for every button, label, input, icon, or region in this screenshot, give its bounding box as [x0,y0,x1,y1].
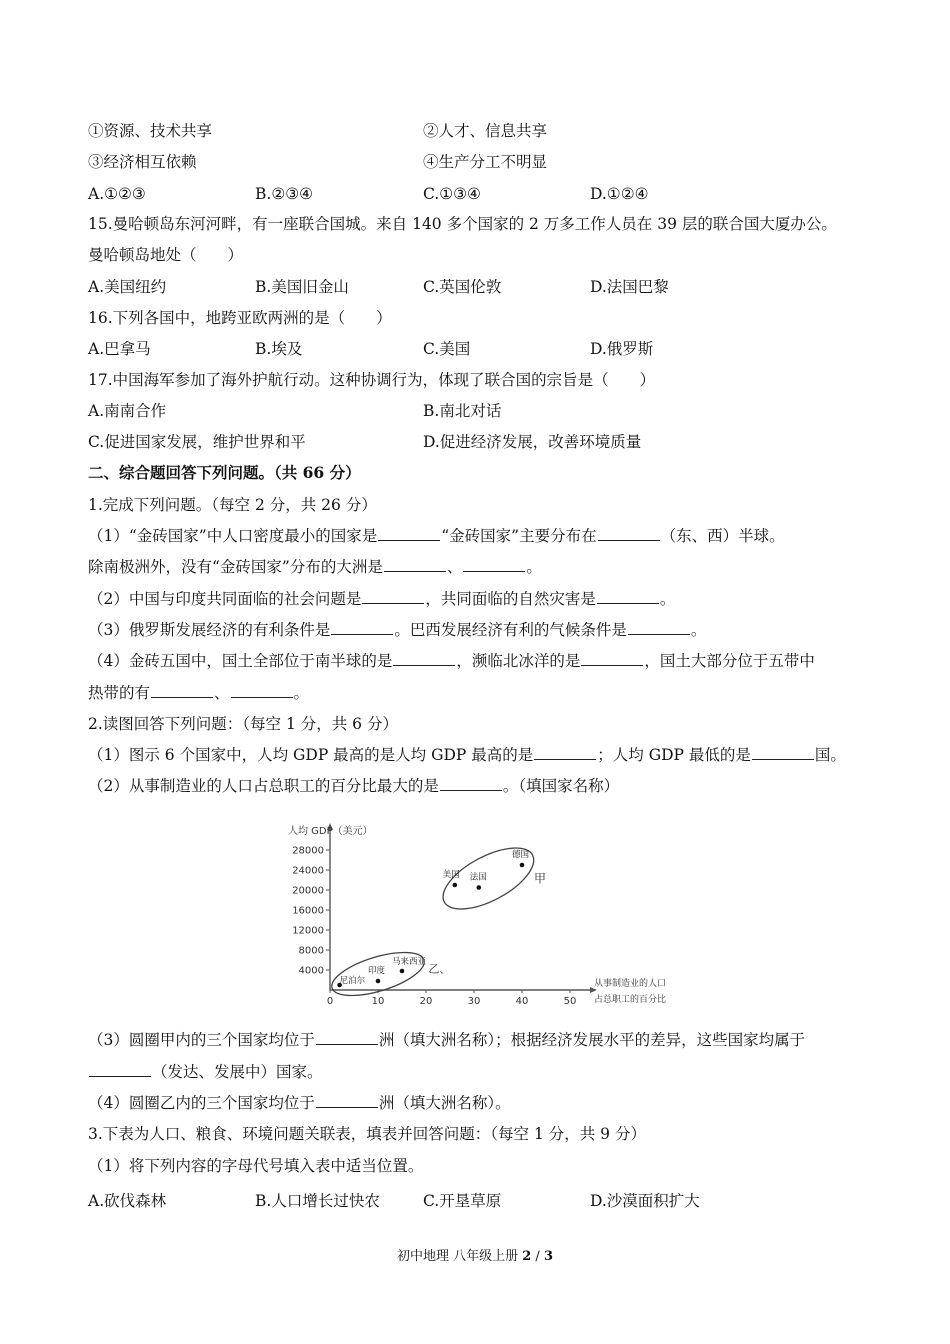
x-axis-label-line1: 从事制造业的人口 [594,979,667,989]
answer-blank[interactable] [384,557,446,572]
s3-choice-a: A.砍伐森林 [88,1192,167,1210]
answer-blank[interactable] [534,745,596,760]
s2-q4-text-a: （4）圆圈乙内的三个国家均位于 [88,1094,315,1112]
s2-q1-line [88,745,846,765]
s3-q1-line: （1）将下列内容的字母代号填入表中适当位置。 [88,1157,424,1175]
s1-q3-text-c: 。 [690,621,707,639]
y-tick-label: 20000 [292,885,324,897]
y-tick-label: 12000 [292,925,324,937]
data-point-label: 马来西亚 [392,957,427,967]
data-point-label: 美国 [442,870,460,880]
q14-option-4: ④生产分工不明显 [423,153,548,171]
s1-q4-text-b: ，濒临北冰洋的是 [456,652,581,670]
q14-choice-d: D.①②④ [590,185,649,203]
x-tick-label: 40 [515,996,529,1007]
answer-blank[interactable] [597,589,659,604]
answer-blank[interactable] [598,526,660,541]
answer-blank[interactable] [316,1030,378,1045]
s1-q3-text-b: 。巴西发展经济有利的气候条件是 [394,621,627,639]
q14-choice-a: A.①②③ [88,185,146,203]
s1-q1-text-d: 除南极洲外，没有“金砖国家”分布的大洲是 [88,558,383,576]
s1-q4-text-c: ，国土大部分位于五带中 [644,652,815,670]
s2-q2-line [88,776,619,796]
answer-blank[interactable] [362,589,424,604]
footer-page-number: 2 [522,1249,532,1264]
data-point-label: 尼泊尔 [339,976,366,986]
s1-q4-text-f: 。 [293,684,310,702]
s1-q1-text-b: “金砖国家”主要分布在 [441,527,597,545]
q16-choice-a: A.巴拿马 [88,340,151,358]
s2-title: 2.读图回答下列问题：（每空 1 分，共 6 分） [88,715,398,733]
y-axis-label: 人均 GDP（美元） [288,826,373,837]
answer-blank[interactable] [581,651,643,666]
s1-q2-text-c: 。 [659,590,676,608]
answer-blank[interactable] [752,745,814,760]
s2-q3-text-b: 洲（填大洲名称）；根据经济发展水平的差异，这些国家均属于 [378,1031,806,1049]
q17-choice-c: C.促进国家发展，维护世界和平 [88,433,306,451]
data-point [477,885,482,890]
s1-q1-text-c: （东、西）半球。 [660,527,785,545]
answer-blank[interactable] [440,776,502,791]
s2-q2-text-b: 。（填国家名称） [502,777,620,795]
x-tick-label: 0 [326,996,334,1007]
s3-title: 3.下表为人口、粮食、环境问题关联表，填表并回答问题：（每空 1 分，共 9 分） [88,1125,646,1143]
group-jia-label: 甲 [534,871,547,886]
answer-blank[interactable] [331,620,393,635]
s1-q1-text-f: 。 [526,558,542,576]
answer-blank[interactable] [628,620,690,635]
q14-choice-b: B.②③④ [255,185,314,203]
answer-blank[interactable] [89,1062,151,1077]
s1-q1-line2 [88,557,542,577]
s1-q3-text-a: （3）俄罗斯发展经济的有利条件是 [88,621,331,639]
data-point-label: 德国 [512,850,530,860]
q16-choice-c: C.美国 [423,340,471,358]
x-tick-label: 10 [371,996,385,1007]
data-point [376,979,381,984]
s2-q3-text-a: （3）圆圈甲内的三个国家均位于 [88,1031,315,1049]
y-tick-label: 28000 [292,845,324,857]
data-point [520,863,525,868]
y-tick-label: 24000 [292,865,324,877]
s3-choice-c: C.开垦草原 [423,1192,502,1210]
s3-choice-d: D.沙漠面积扩大 [590,1192,700,1210]
x-tick-label: 20 [419,996,433,1007]
s1-q2-text-a: （2）中国与印度共同面临的社会问题是 [88,590,362,608]
q15-choice-b: B.美国旧金山 [255,278,349,296]
s2-q4-text-b: 洲（填大洲名称）。 [378,1094,511,1112]
q17-choice-b: B.南北对话 [423,402,502,420]
y-tick-label: 8000 [298,945,324,957]
page-footer [0,1248,950,1266]
q16-choice-b: B.埃及 [255,340,303,358]
s1-q1-line1 [88,526,785,546]
s2-q1-text-b: ；人均 GDP 最低的是 [597,746,751,764]
s3-choice-b: B.人口增长过快农 [255,1192,380,1210]
data-point-label: 印度 [368,966,386,976]
q16-choice-d: D.俄罗斯 [590,340,654,358]
q17-stem: 17.中国海军参加了海外护航行动。这种协调行为，体现了联合国的宗旨是（ ） [88,371,656,389]
answer-blank[interactable] [463,557,525,572]
s1-q4-line1 [88,651,815,671]
q14-option-3: ③经济相互依赖 [88,153,197,171]
s2-q3-text-c: （发达、发展中）国家。 [152,1063,323,1081]
q16-stem: 16.下列各国中，地跨亚欧两洲的是（ ） [88,309,392,327]
s1-q1-text-a: （1）“金砖国家”中人口密度最小的国家是 [88,527,378,545]
q15-stem-line2: 曼哈顿岛地处（ ） [88,246,244,264]
q15-choice-c: C.英国伦敦 [423,278,502,296]
y-tick-label: 16000 [292,905,324,917]
data-point-label: 法国 [469,872,487,883]
q15-stem-line1: 15.曼哈顿岛东河河畔，有一座联合国城。来自 140 多个国家的 2 万多工作人员在 39 层的联合国大厦办公。 [88,215,837,233]
s2-q1-text-a: （1）图示 6 个国家中，人均 GDP 最高的是人均 GDP 最高的是 [88,746,534,764]
y-tick-label: 4000 [298,965,324,977]
s2-q3-line2 [88,1062,323,1082]
s1-q4-line2 [88,683,309,703]
q15-choice-d: D.法国巴黎 [590,278,669,296]
group-yi-label: 乙、 [428,962,451,976]
x-tick-label: 50 [563,996,577,1007]
x-axis-label-line2: 占总职工的百分比 [594,995,667,1005]
answer-blank[interactable] [231,683,293,698]
q17-choice-d: D.促进经济发展，改善环境质量 [423,433,642,451]
s2-q2-text-a: （2）从事制造业的人口占总职工的百分比最大的是 [88,777,439,795]
s2-q1-text-c: 国。 [814,746,846,764]
s1-title: 1.完成下列问题。（每空 2 分，共 26 分） [88,496,377,514]
q17-choice-a: A.南南合作 [88,402,167,420]
answer-blank[interactable] [151,683,213,698]
gdp-manufacturing-scatter-chart [280,818,680,1018]
q14-choice-c: C.①③④ [423,185,481,203]
footer-total-pages: 3 [543,1249,553,1264]
section2-heading: 二、综合题回答下列问题。（共 66 分） [88,463,361,482]
answer-blank[interactable] [378,526,440,541]
q15-choice-a: A.美国纽约 [88,278,167,296]
s2-q3-line1 [88,1030,805,1050]
data-point [400,969,405,974]
s1-q4-text-e: 、 [214,684,230,702]
q14-option-1: ①资源、技术共享 [88,122,213,140]
s1-q2-text-b: ，共同面临的自然灾害是 [425,590,596,608]
footer-separator: / [531,1249,544,1264]
s1-q4-text-a: （4）金砖五国中，国土全部位于南半球的是 [88,652,393,670]
answer-blank[interactable] [316,1093,378,1108]
data-point [453,883,458,888]
s1-q1-text-e: 、 [446,558,463,576]
answer-blank[interactable] [393,651,455,666]
s1-q2-line [88,589,675,609]
s2-q4-line [88,1093,511,1113]
q14-option-2: ②人才、信息共享 [423,122,548,140]
s1-q3-line [88,620,706,640]
s1-q4-text-d: 热带的有 [88,684,151,702]
x-tick-label: 30 [467,996,481,1007]
footer-course: 初中地理 八年级上册 [396,1249,523,1264]
